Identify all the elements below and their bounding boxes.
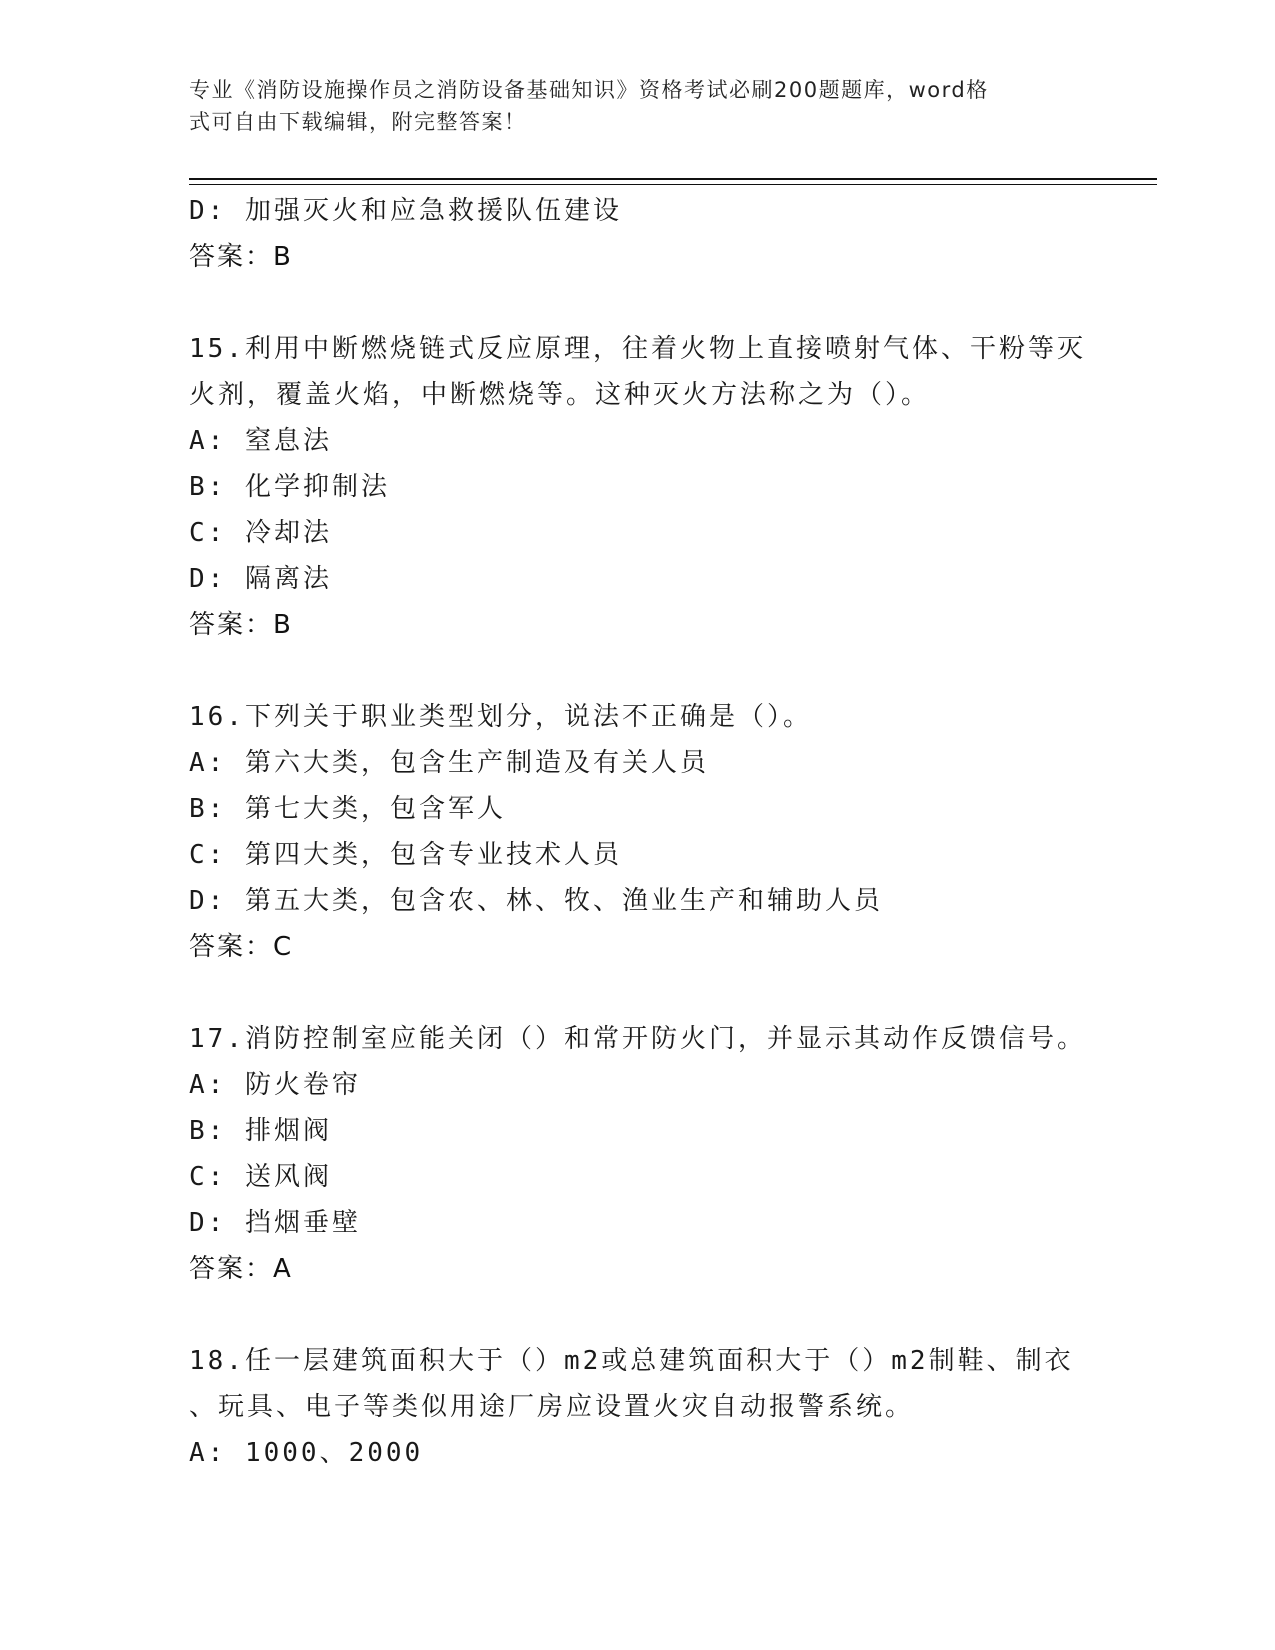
option-a: A: 第六大类，包含生产制造及有关人员 — [189, 748, 709, 778]
option-c: C: 第四大类，包含专业技术人员 — [189, 840, 622, 870]
option-b: B: 第七大类，包含军人 — [189, 794, 506, 824]
option-d: D: 挡烟垂壁 — [189, 1208, 361, 1238]
spacer — [189, 280, 1089, 326]
option-b: B: 排烟阀 — [189, 1116, 332, 1146]
option-a: A: 窒息法 — [189, 426, 332, 456]
question-stem-line: 、玩具、电子等类似用途厂房应设置火灾自动报警系统。 — [189, 1392, 915, 1422]
option-d: D: 加强灭火和应急救援队伍建设 — [189, 196, 622, 226]
header-rule-thin — [189, 184, 1157, 185]
document-header — [189, 74, 1069, 138]
option-d: D: 第五大类，包含农、林、牧、渔业生产和辅助人员 — [189, 886, 883, 916]
question-list — [189, 188, 1089, 1476]
question-stem-line: 16.下列关于职业类型划分，说法不正确是（）。 — [189, 702, 812, 732]
option-a: A: 防火卷帘 — [189, 1070, 361, 1100]
spacer — [189, 1292, 1089, 1338]
question-stem-line: 火剂，覆盖火焰，中断燃烧等。这种灭火方法称之为（）。 — [189, 380, 931, 410]
answer-line: 答案：A — [189, 1254, 293, 1284]
question-16 — [189, 694, 1089, 970]
previous-question-tail — [189, 188, 1089, 280]
question-stem-line: 17.消防控制室应能关闭（）和常开防火门，并显示其动作反馈信号。 — [189, 1024, 1086, 1054]
question-stem-line: 18.任一层建筑面积大于（）m2或总建筑面积大于（）m2制鞋、制衣 — [189, 1346, 1074, 1376]
option-b: B: 化学抑制法 — [189, 472, 390, 502]
option-d: D: 隔离法 — [189, 564, 332, 594]
answer-line: 答案：C — [189, 932, 294, 962]
header-line-2: 式可自由下载编辑，附完整答案！ — [189, 110, 527, 134]
question-17 — [189, 1016, 1089, 1292]
question-stem-line: 15.利用中断燃烧链式反应原理，往着火物上直接喷射气体、干粉等灭 — [189, 334, 1086, 364]
spacer — [189, 648, 1089, 694]
question-15 — [189, 326, 1089, 648]
option-c: C: 冷却法 — [189, 518, 332, 548]
answer-line: 答案：B — [189, 610, 293, 640]
question-18 — [189, 1338, 1089, 1476]
option-a: A: 1000、2000 — [189, 1438, 424, 1468]
answer-line: 答案：B — [189, 242, 293, 272]
header-line-1: 专业《消防设施操作员之消防设备基础知识》资格考试必刷200题题库，word格 — [189, 78, 989, 102]
option-c: C: 送风阀 — [189, 1162, 332, 1192]
spacer — [189, 970, 1089, 1016]
header-rule-thick — [189, 178, 1157, 180]
